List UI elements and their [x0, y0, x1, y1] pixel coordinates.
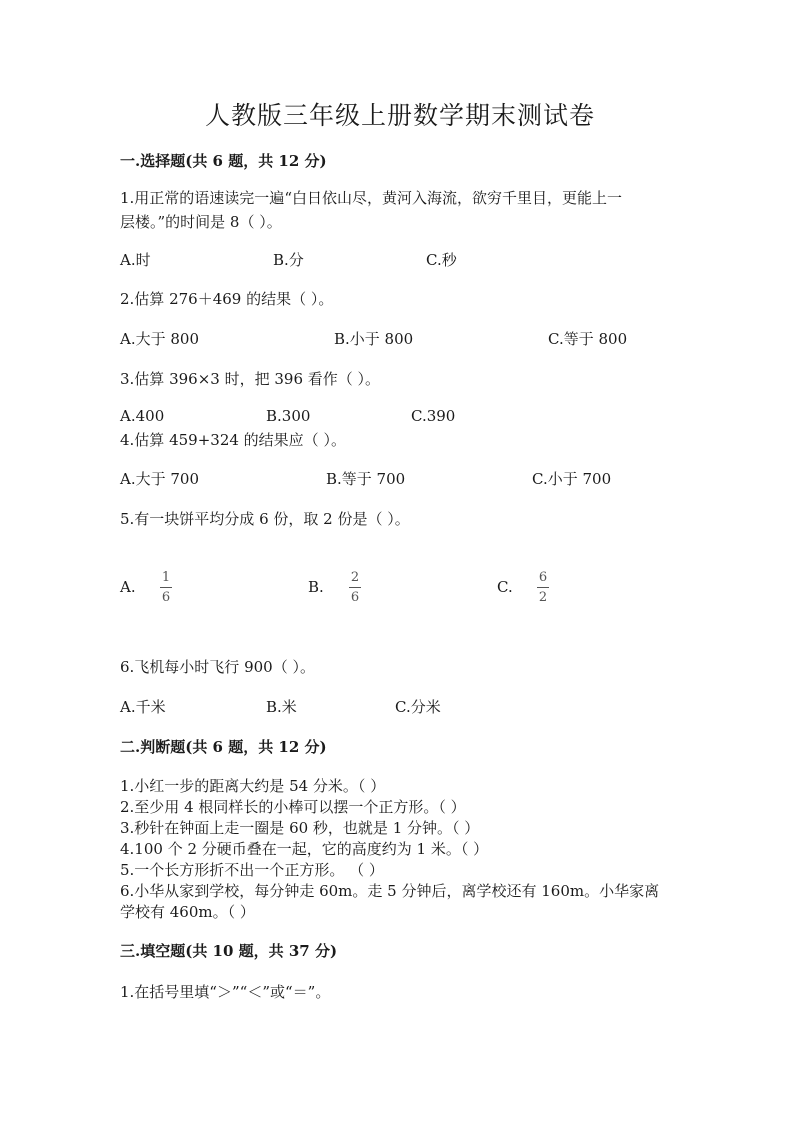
question-1-option-c: C.秒	[426, 251, 457, 269]
judgment-item-4: 4.100 个 2 分硬币叠在一起，它的高度约为 1 米。（ ）	[120, 840, 489, 858]
question-3-text: 3.估算 396×3 时，把 396 看作（ ）。	[120, 370, 381, 388]
question-2-option-b: B.小于 800	[334, 330, 414, 348]
question-2-text: 2.估算 276＋469 的结果（ ）。	[120, 290, 334, 308]
question-5-option-b-fraction	[349, 571, 361, 604]
fraction-numerator: 6	[538, 570, 548, 585]
section-header-choice: 一.选择题(共 6 题，共 12 分)	[120, 152, 327, 170]
question-6-option-a: A.千米	[120, 698, 166, 716]
section-header-judgment: 二.判断题(共 6 题，共 12 分)	[120, 738, 327, 756]
question-1-line-2: 层楼。”的时间是 8（ ）。	[120, 213, 282, 231]
fraction-numerator: 1	[161, 570, 171, 585]
fraction-denominator: 6	[350, 590, 360, 605]
fraction-denominator: 2	[538, 590, 548, 605]
fraction-denominator: 6	[161, 590, 171, 605]
page-title: 人教版三年级上册数学期末测试卷	[204, 101, 595, 130]
question-1-option-a: A.时	[120, 251, 151, 269]
judgment-item-5: 5.一个长方形折不出一个正方形。 （ ）	[120, 861, 384, 879]
question-1-option-b: B.分	[273, 251, 304, 269]
judgment-item-1: 1.小红一步的距离大约是 54 分米。（ ）	[120, 777, 386, 795]
question-5-option-b-label: B.	[308, 578, 324, 596]
judgment-item-3: 3.秒针在钟面上走一圈是 60 秒，也就是 1 分钟。（ ）	[120, 819, 480, 837]
question-3-option-b: B.300	[266, 407, 311, 425]
question-6-option-b: B.米	[266, 698, 297, 716]
question-5-option-c-label: C.	[497, 578, 513, 596]
judgment-item-6-line-2: 学校有 460m。（ ）	[120, 903, 255, 921]
question-3-option-a: A.400	[120, 407, 165, 425]
section-header-fill-in: 三.填空题(共 10 题，共 37 分)	[120, 942, 338, 960]
fill-in-question-1: 1.在括号里填“＞”“＜”或“＝”。	[120, 983, 331, 1001]
question-5-option-a-label: A.	[120, 578, 136, 596]
question-2-option-c: C.等于 800	[548, 330, 628, 348]
question-4-text: 4.估算 459+324 的结果应（ ）。	[120, 431, 346, 449]
question-1-line-1: 1.用正常的语速读完一遍“白日依山尽，黄河入海流，欲穷千里目，更能上一	[120, 189, 622, 207]
question-3-option-c: C.390	[411, 407, 456, 425]
question-4-option-b: B.等于 700	[326, 470, 406, 488]
question-5-text: 5.有一块饼平均分成 6 份，取 2 份是（ ）。	[120, 510, 410, 528]
fraction-numerator: 2	[350, 570, 360, 585]
question-6-text: 6.飞机每小时飞行 900（ ）。	[120, 658, 315, 676]
fraction-bar	[537, 587, 549, 588]
fraction-bar	[160, 587, 172, 588]
judgment-item-2: 2.至少用 4 根同样长的小棒可以摆一个正方形。（ ）	[120, 798, 466, 816]
judgment-item-6-line-1: 6.小华从家到学校，每分钟走 60m。走 5 分钟后，离学校还有 160m。小华家离	[120, 882, 660, 900]
question-4-option-c: C.小于 700	[532, 470, 612, 488]
fraction-bar	[349, 587, 361, 588]
question-4-option-a: A.大于 700	[120, 470, 199, 488]
question-2-option-a: A.大于 800	[120, 330, 199, 348]
question-6-option-c: C.分米	[395, 698, 441, 716]
question-5-option-a-fraction	[160, 571, 172, 604]
question-5-option-c-fraction	[537, 571, 549, 604]
